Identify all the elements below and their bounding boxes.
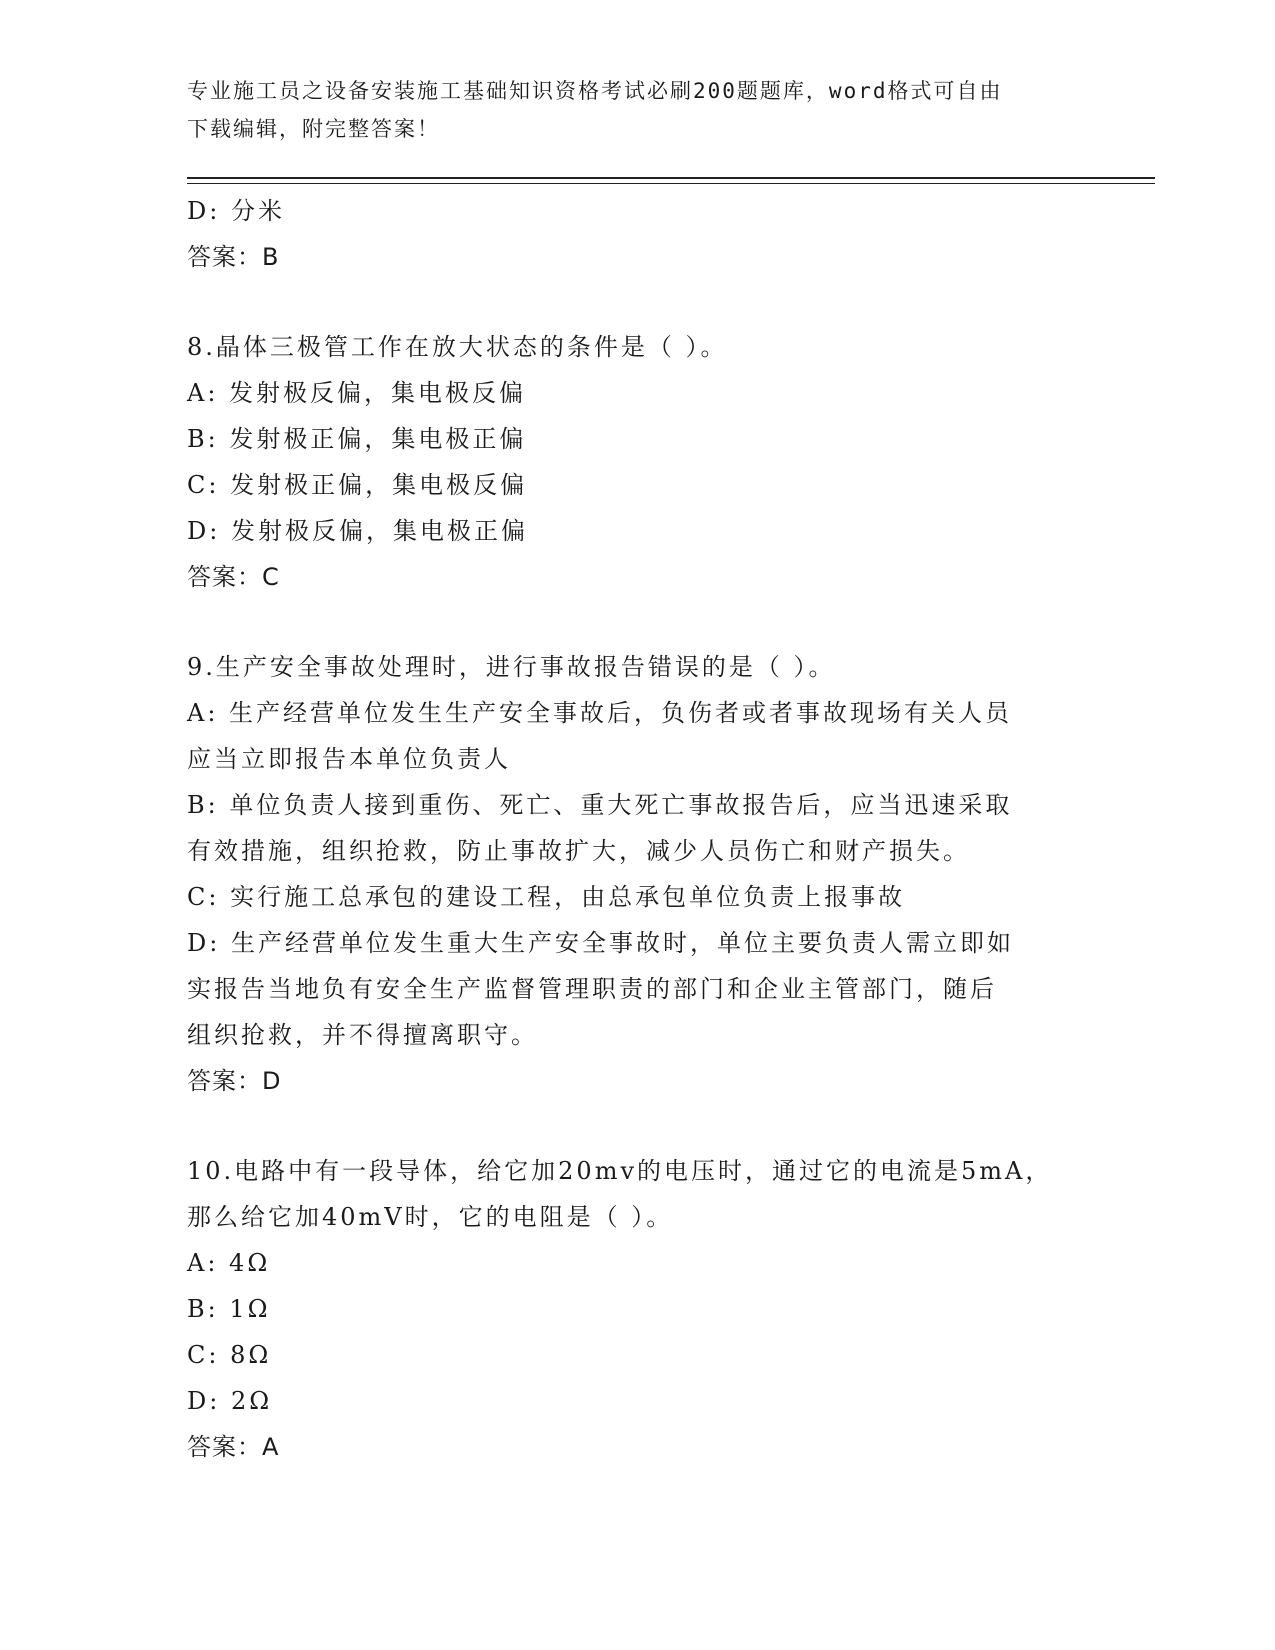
header-divider-thick [187, 177, 1155, 179]
question-10-option-c: C: 8Ω [187, 1341, 272, 1369]
question-8-answer: 答案：C [187, 563, 280, 591]
question-8-option-c: C: 发射极正偏，集电极反偏 [187, 471, 528, 499]
question-10-option-b: B: 1Ω [187, 1295, 271, 1323]
question-9-option-d-line-1: D: 生产经营单位发生重大生产安全事故时，单位主要负责人需立即如 [187, 929, 1014, 957]
document-header [187, 72, 1067, 148]
question-9-option-d-line-2: 实报告当地负有安全生产监督管理职责的部门和企业主管部门，随后 [187, 975, 997, 1003]
question-10-stem-line-2: 那么给它加40mV时，它的电阻是（ ）。 [187, 1203, 674, 1231]
q7-answer: 答案：B [187, 243, 280, 271]
question-8-stem: 8.晶体三极管工作在放大状态的条件是（ ）。 [187, 333, 728, 361]
question-8-option-d: D: 发射极反偏，集电极正偏 [187, 517, 528, 545]
question-10-stem-line-1: 10.电路中有一段导体，给它加20mv的电压时，通过它的电流是5mA， [187, 1157, 1053, 1185]
question-10 [187, 1148, 1087, 1470]
question-9-answer: 答案：D [187, 1067, 282, 1095]
header-line-2: 下载编辑，附完整答案！ [187, 117, 440, 141]
question-9-stem: 9.生产安全事故处理时，进行事故报告错误的是（ ）。 [187, 653, 836, 681]
question-10-option-a: A: 4Ω [187, 1249, 271, 1277]
question-9-option-a-line-2: 应当立即报告本单位负责人 [187, 745, 511, 773]
question-list [187, 188, 1087, 1470]
question-10-option-d: D: 2Ω [187, 1387, 273, 1415]
question-10-answer: 答案：A [187, 1433, 280, 1461]
question-9-option-c: C: 实行施工总承包的建设工程，由总承包单位负责上报事故 [187, 883, 906, 911]
question-9 [187, 644, 1087, 1104]
question-9-option-b-line-1: B: 单位负责人接到重伤、死亡、重大死亡事故报告后，应当迅速采取 [187, 791, 1013, 819]
question-8-option-b: B: 发射极正偏，集电极正偏 [187, 425, 527, 453]
q7-option-d: D: 分米 [187, 197, 285, 225]
question-8-option-a: A: 发射极反偏，集电极反偏 [187, 379, 527, 407]
question-9-option-d-line-3: 组织抢救，并不得擅离职守。 [187, 1021, 538, 1049]
question-8 [187, 324, 1087, 600]
question-9-option-a-line-1: A: 生产经营单位发生生产安全事故后，负伤者或者事故现场有关人员 [187, 699, 1013, 727]
header-divider-thin [187, 183, 1155, 184]
header-line-1: 专业施工员之设备安装施工基础知识资格考试必刷200题题库，word格式可自由 [187, 79, 1003, 103]
question-9-option-b-line-2: 有效措施，组织抢救，防止事故扩大，减少人员伤亡和财产损失。 [187, 837, 970, 865]
